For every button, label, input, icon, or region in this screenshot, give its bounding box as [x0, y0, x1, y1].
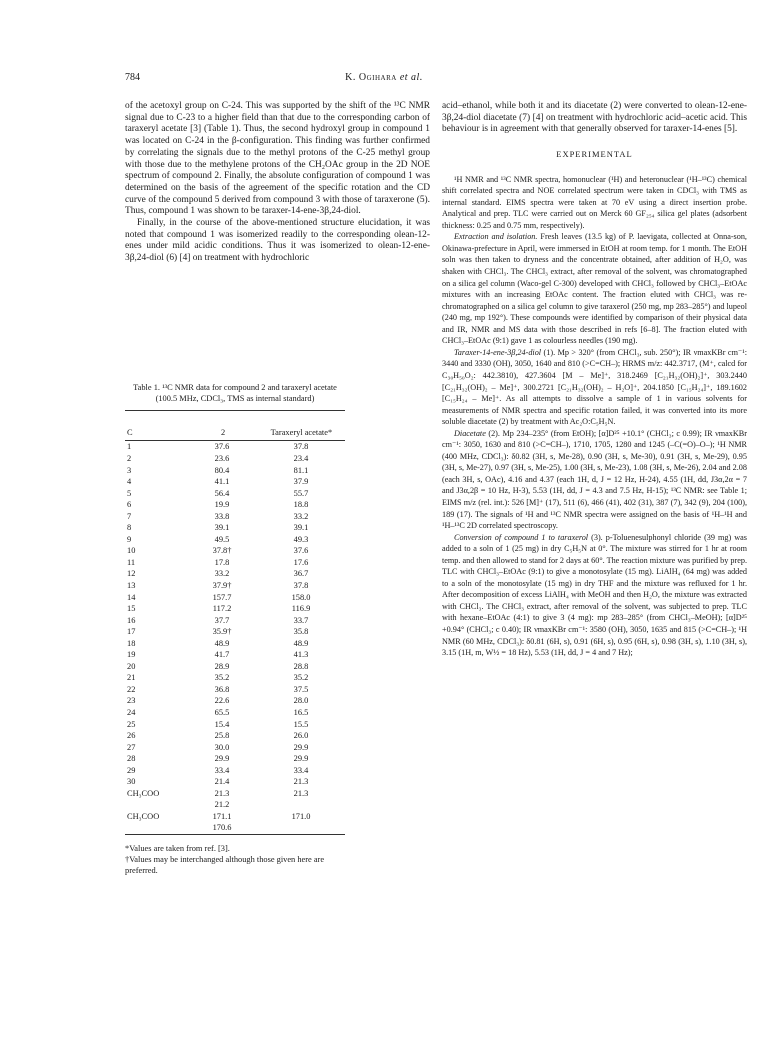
table-cell-compound-2: 23.6 [214, 453, 230, 463]
table-cell-compound-2: 29.9 [214, 754, 230, 764]
table-row [125, 730, 345, 742]
nmr-table [125, 382, 345, 877]
table-cell-compound-2: 48.9 [214, 638, 230, 648]
table-cell-taraxeryl-acetate: 49.3 [293, 534, 309, 544]
table-cell-taraxeryl-acetate: 17.6 [293, 557, 309, 567]
table-footnote-2: †Values may be interchanged although those given here are preferred. [125, 855, 325, 876]
section-heading-experimental: EXPERIMENTAL [556, 149, 633, 160]
table-cell-taraxeryl-acetate: 37.6 [293, 546, 309, 556]
table-row [125, 580, 345, 592]
table-cell-compound-2: 37.7 [214, 615, 230, 625]
table-cell-carbon: 6 [127, 500, 132, 510]
table-header-taraxeryl-acetate: Taraxeryl acetate* [270, 427, 333, 437]
table-row [125, 707, 345, 719]
table-cell-carbon: 2 [127, 453, 132, 463]
table-row [125, 695, 345, 707]
table-cell-carbon: 17 [127, 627, 136, 637]
table-cell-compound-2: 33.8 [214, 511, 230, 521]
table-caption: Table 1. ¹³C NMR data for compound 2 and taraxeryl acetate (100.5 MHz, CDCl₃, TMS as internal standard) [133, 383, 337, 404]
table-top-rule [125, 410, 345, 411]
table-cell-taraxeryl-acetate: 26.0 [293, 731, 309, 741]
table-cell-taraxeryl-acetate: 18.8 [293, 500, 309, 510]
table-row [125, 465, 345, 477]
table-cell-carbon: 4 [127, 477, 132, 487]
table-cell-carbon: 11 [127, 557, 136, 567]
table-cell-compound-2: 33.4 [214, 765, 230, 775]
table-cell-carbon: 30 [127, 777, 136, 787]
table-footnote-1: *Values are taken from ref. [3]. [125, 844, 230, 853]
table-row [125, 742, 345, 754]
left-paragraph-2: Finally, in the course of the above-mentioned structure elucidation, it was noted that compound 1 was isomerized readily to the corresponding olean-12-enes under mild acidic conditions. Thus it was isomerized to olean-12-ene-3β,24-diol (6) [4] on treatment with hydrochloric [125, 218, 430, 264]
table-cell-taraxeryl-acetate: 116.9 [291, 604, 311, 614]
table-cell-compound-2: 35.9† [212, 627, 232, 637]
table-cell-carbon [125, 799, 187, 811]
table-row [125, 592, 345, 604]
table-cell-compound-2: 15.4 [214, 719, 230, 729]
table-row [125, 441, 345, 453]
table-cell-taraxeryl-acetate [257, 822, 345, 834]
table-cell-taraxeryl-acetate: 28.8 [293, 661, 309, 671]
table-row [125, 672, 345, 684]
table-cell-carbon: CH₃COO [127, 811, 160, 821]
table-cell-taraxeryl-acetate: 15.5 [293, 719, 309, 729]
table-cell-taraxeryl-acetate: 29.9 [293, 754, 309, 764]
table-cell-compound-2: 37.9† [212, 580, 232, 590]
table-cell-compound-2: 170.6 [212, 823, 232, 833]
page-number: 784 [125, 72, 140, 83]
table-cell-compound-2: 33.2 [214, 569, 230, 579]
table-cell-compound-2: 36.8 [214, 684, 230, 694]
table-cell-carbon: 21 [127, 673, 136, 683]
table-row [125, 603, 345, 615]
running-head [0, 72, 768, 83]
table-cell-carbon: 1 [127, 442, 132, 452]
running-head-etal: et al. [399, 72, 423, 83]
table-row [125, 649, 345, 661]
table-row [125, 811, 345, 823]
table-cell-carbon: 20 [127, 661, 136, 671]
table-cell-taraxeryl-acetate: 29.9 [293, 742, 309, 752]
table-cell-carbon: 19 [127, 650, 136, 660]
table-cell-carbon: CH₃COO [127, 788, 160, 798]
table-row [125, 476, 345, 488]
table-cell-compound-2: 21.3 [214, 788, 230, 798]
table-row [125, 753, 345, 765]
table-row [125, 799, 345, 811]
table-footnotes [125, 843, 345, 877]
table-cell-carbon: 9 [127, 534, 132, 544]
table-cell-taraxeryl-acetate: 55.7 [293, 488, 309, 498]
table-cell-compound-2: 49.5 [214, 534, 230, 544]
table-cell-carbon: 27 [127, 742, 136, 752]
table-cell-taraxeryl-acetate: 81.1 [293, 465, 309, 475]
table-cell-carbon: 12 [127, 569, 136, 579]
right-column [442, 101, 747, 659]
experimental-paragraph-1: ¹H NMR and ¹³C NMR spectra, homonuclear (¹H) and heteronuclear (¹H–¹³C) chemical shift correlated spectra and NOE correlated spectrum were taken in CDCl₃ with TMS as internal standard. EIMS spectra were taken at 70 eV using a direct insertion probe. Analytical and prep. TLC were carried out on Merck 60 GF₂₅₄ silica gel plates (adsorbent thickness: 0.25 and 0.75 mm, respectively). [442, 174, 747, 230]
table-cell-carbon: 14 [127, 592, 136, 602]
table-row [125, 661, 345, 673]
table-cell-compound-2: 157.7 [212, 592, 232, 602]
table-cell-taraxeryl-acetate: 37.5 [293, 684, 309, 694]
experimental-paragraph-5: Conversion of compound 1 to taraxerol (3). p-Toluenesulphonyl chloride (39 mg) was added to a soln of 1 (25 mg) in dry C₅H₅N at 0°. The mixture was stirred for 1 hr at room temp. and then allowed to stand for 2 days at 60°. The reaction mixture was purified by prep. TLC with CHCl₃–EtOAc (9:1) to give a monotosylate (15 mg). LiAlH₄ (64 mg) was added to a soln of the monotosylate (15 mg) in dry THF and the mixture was refluxed for 1 hr. After decomposition of excess LiAlH₄ with MeOH and then H₂O, the mixture was extracted with CHCl₃. The CHCl₃ extract, after removal of the solvent, was subjected to prep. TLC with hexane–EtOAc (4:1) to give 3 (4 mg): mp 283–285° (from CHCl₃–MeOH); [α]D²⁵ +0.94° (CHCl₃; c 0.40); IR νmaxKBr cm⁻¹: 3580 (OH), 3050, 1635 and 815 (>C=CH–); ¹H NMR (60 MHz, CDCl₃): δ0.81 (6H, s), 0.91 (6H, s), 0.95 (6H, s), 0.98 (3H, s), 1.10 (3H, s), 3.15 (1H, m, W½ = 18 Hz), 5.53 (1H, dd, J = 4 and 7 Hz); [442, 532, 747, 658]
table-row [125, 488, 345, 500]
table-cell-taraxeryl-acetate: 158.0 [291, 592, 311, 602]
table-cell-taraxeryl-acetate: 35.8 [293, 627, 309, 637]
table-row [125, 453, 345, 465]
table-row [125, 545, 345, 557]
table-cell-carbon: 15 [127, 604, 136, 614]
table-cell-carbon: 5 [127, 488, 132, 498]
table-cell-compound-2: 22.6 [214, 696, 230, 706]
table-cell-taraxeryl-acetate: 28.0 [293, 696, 309, 706]
table-cell-carbon: 13 [127, 580, 136, 590]
table-row [125, 684, 345, 696]
table-cell-taraxeryl-acetate: 171.0 [291, 811, 311, 821]
table-row [125, 719, 345, 731]
table-cell-compound-2: 28.9 [214, 661, 230, 671]
table-row [125, 511, 345, 523]
table-cell-taraxeryl-acetate: 36.7 [293, 569, 309, 579]
table-cell-compound-2: 41.1 [214, 477, 230, 487]
table-cell-taraxeryl-acetate: 48.9 [293, 638, 309, 648]
table-cell-carbon: 26 [127, 731, 136, 741]
table-cell-compound-2: 17.8 [214, 557, 230, 567]
table-cell-carbon: 28 [127, 754, 136, 764]
table-cell-compound-2: 39.1 [214, 523, 230, 533]
table-cell-carbon: 3 [127, 465, 132, 475]
table-cell-carbon: 16 [127, 615, 136, 625]
table-cell-compound-2: 41.7 [214, 650, 230, 660]
table-cell-taraxeryl-acetate: 37.9 [293, 477, 309, 487]
running-head-author: K. Ogihara [345, 72, 397, 83]
table-cell-taraxeryl-acetate: 16.5 [293, 707, 309, 717]
table-row [125, 499, 345, 511]
table-cell-carbon: 8 [127, 523, 132, 533]
table-cell-carbon: 29 [127, 765, 136, 775]
table-cell-taraxeryl-acetate: 33.4 [293, 765, 309, 775]
table-cell-compound-2: 37.6 [214, 442, 230, 452]
table-cell-taraxeryl-acetate: 33.7 [293, 615, 309, 625]
table-cell-compound-2: 37.8† [212, 546, 232, 556]
table-cell-compound-2: 25.8 [214, 731, 230, 741]
table-cell-taraxeryl-acetate: 35.2 [293, 673, 309, 683]
table-header [125, 414, 345, 440]
left-column [125, 101, 430, 265]
table-cell-carbon: 7 [127, 511, 132, 521]
table-cell-taraxeryl-acetate: 21.3 [293, 777, 309, 787]
table-cell-taraxeryl-acetate: 37.8 [293, 580, 309, 590]
experimental-paragraph-2: Extraction and isolation. Fresh leaves (13.5 kg) of P. laevigata, collected at Onna-son, Okinawa-prefecture in April, were immersed in EtOH at room temp. for 1 month. The EtOH soln was then taken to dryness and the concentrate obtained, after addition of H₂O, was shaken with CHCl₃. The CHCl₃ extract, after removal of the solvent, was chromatographed on a silica gel column (Waco-gel C-300) developed with CHCl₃ followed by CHCl₃–EtOAc mixtures with an increasing EtOAc content. The fraction eluted with CHCl₃ was re-chromatographed on a silica gel column to give taraxerol (250 mg, mp 283–285°) and lupeol (240 mg, mp 192°). These compounds were identified by comparison of their physical data and IR, NMR and MS data with those described in refs [6–8]. The fraction eluted with CHCl₃–EtOAc (9:1) gave 1 as colourless needles (190 mg). [442, 232, 747, 346]
table-cell-compound-2: 21.4 [214, 777, 230, 787]
table-cell-carbon: 22 [127, 684, 136, 694]
table-cell-taraxeryl-acetate: 21.3 [293, 788, 309, 798]
table-cell-taraxeryl-acetate: 41.3 [293, 650, 309, 660]
table-header-c: C [127, 427, 133, 437]
table-row [125, 557, 345, 569]
right-intro-paragraph: acid–ethanol, while both it and its diacetate (2) were converted to olean-12-ene-3β,24-diol diacetate (7) [4] on treatment with hydrochloric acid–acetic acid. This behaviour is in agreement with that generally observed for taraxer-14-enes [5]. [442, 101, 747, 135]
table-cell-compound-2: 80.4 [214, 465, 230, 475]
table-cell-compound-2: 65.5 [214, 707, 230, 717]
table-cell-carbon: 18 [127, 638, 136, 648]
left-paragraph-1: of the acetoxyl group on C-24. This was supported by the shift of the ¹³C NMR signal due to C-23 to a higher field than that due to the corresponding carbon of taraxeryl acetate [3] (Table 1). Thus, the second hydroxyl group in compound 1 was located on C-24 in the β-configuration. This finding was further confirmed by correlating the signals due to the methyl protons of the C-25 methyl group with those due to the methylene protons of the CH₂OAc group in the 2D NOE spectrum of compound 2. Finally, the absolute configuration of compound 1 was determined on the basis of the agreement of the specific rotation and the CD curve of the compound 5 derived from compound 3 with those of taraxerone (5). Thus, compound 1 was shown to be taraxer-14-ene-3β,24-diol. [125, 101, 430, 217]
table-row [125, 776, 345, 788]
table-cell-carbon: 10 [127, 546, 136, 556]
table-row [125, 626, 345, 638]
table-cell-taraxeryl-acetate [257, 799, 345, 811]
experimental-paragraph-3: Taraxer-14-ene-3β,24-diol (1). Mp > 320° (from CHCl₃, sub. 250°); IR νmaxKBr cm⁻¹: 3440 and 3330 (OH), 3050, 1640 and 810 (>C=CH–); HRMS m/z: 442.3717, (M⁺, calcd for C₃₀H₅₀O₂: 442.3810), 427.3604 [M – Me]⁺, 318.2469 [C₂₁H₃₂(OH)₂]⁺, 303.2440 [C₂₁H₃₂(OH)₂ – Me]⁺, 300.2721 [C₂₁H₃₂(OH)₂ – H₂O]⁺, 204.1850 [C₁₅H₂₄]⁺, 189.1602 [C₁₅H₂₄ – Me]⁺. As all attempts to dissolve a sample of 1 in various solvents for measurements of NMR spectra and specific rotation failed, it was converted into its more soluble diacetate (2) by treatment with Ac₂O:C₅H₅N. [442, 347, 747, 427]
experimental-paragraph-4: Diacetate (2). Mp 234–235° (from EtOH); [α]D²⁵ +10.1° (CHCl₃; c 0.99); IR νmaxKBr cm⁻¹: 3050, 1630 and 810 (>C=CH–), 1710, 1705, 1280 and 1245 (–C(=O)–O–); ¹H NMR (400 MHz, CDCl₃): δ0.82 (3H, s, Me-28), 0.90 (3H, s, Me-30), 0.91 (3H, s, Me-29), 0.95 (3H, s, Me-27), 0.97 (3H, s, Me-25), 1.00 (3H, s, Me-23), 1.08 (3H, s, Me-26), 2.04 and 2.08 (each 3H, s, OAc), 4.16 and 4.37 (each 1H, d, J = 12 Hz, H-24), 4.55 (1H, dd, J3α,2α = 7 and J3α,2β = 10 Hz, H-3), 5.53 (1H, dd, J = 4.3 and 7.5 Hz, H-15); ¹³C NMR: see Table 1; EIMS m/z (rel. int.): 526 [M]⁺ (17), 511 (6), 466 (41), 402 (31), 387 (7), 342 (9), 204 (100), 189 (17). The signals of ¹H and ¹³C NMR spectra were assigned on the basis of ¹H–¹H and ¹H–¹³C 2D correlated spectroscopy. [442, 428, 747, 531]
table-cell-compound-2: 35.2 [214, 673, 230, 683]
table-cell-carbon [125, 822, 187, 834]
table-cell-compound-2: 21.2 [214, 800, 230, 810]
table-header-compound-2: 2 [221, 427, 226, 437]
table-row [125, 638, 345, 650]
table-row [125, 765, 345, 777]
table-cell-taraxeryl-acetate: 33.2 [293, 511, 309, 521]
table-cell-compound-2: 56.4 [214, 488, 230, 498]
table-bottom-rule [125, 834, 345, 835]
table-cell-carbon: 23 [127, 696, 136, 706]
table-body [125, 441, 345, 834]
table-row [125, 522, 345, 534]
table-cell-taraxeryl-acetate: 39.1 [293, 523, 309, 533]
table-cell-compound-2: 117.2 [212, 604, 232, 614]
table-cell-carbon: 25 [127, 719, 136, 729]
table-row [125, 568, 345, 580]
table-cell-compound-2: 30.0 [214, 742, 230, 752]
table-cell-taraxeryl-acetate: 23.4 [293, 453, 309, 463]
table-row [125, 615, 345, 627]
table-row [125, 788, 345, 800]
table-cell-compound-2: 171.1 [212, 811, 232, 821]
table-cell-carbon: 24 [127, 707, 136, 717]
table-row [125, 822, 345, 834]
table-row [125, 534, 345, 546]
table-cell-compound-2: 19.9 [214, 500, 230, 510]
table-cell-taraxeryl-acetate: 37.8 [293, 442, 309, 452]
